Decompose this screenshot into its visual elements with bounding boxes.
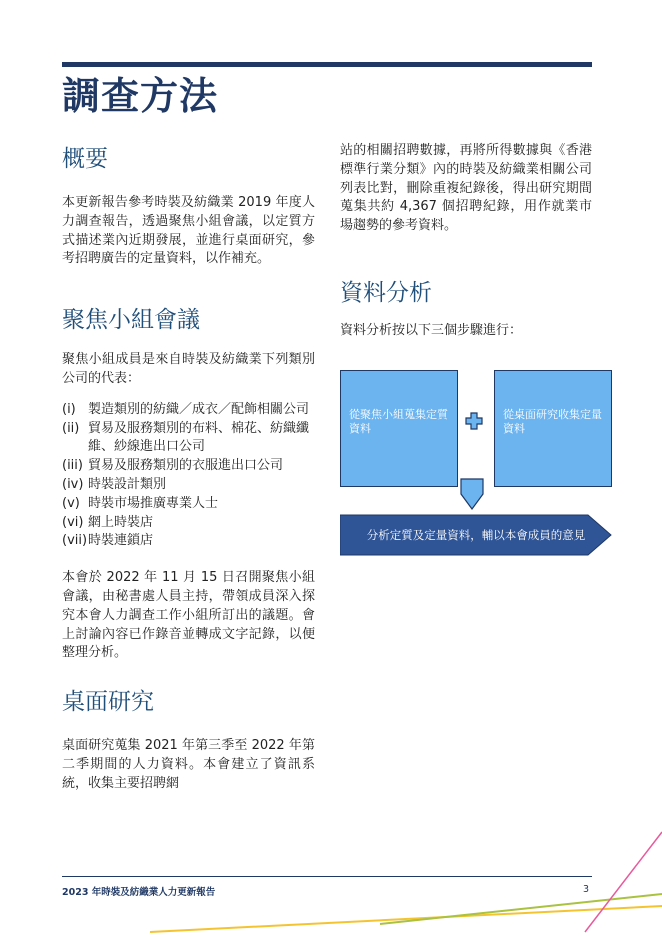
left-column xyxy=(62,142,315,794)
footer-title: 2023 年時裝及紡織業人力更新報告 xyxy=(62,887,216,898)
desk-research-heading: 桌面研究 xyxy=(62,689,154,716)
list-item: (ii) 貿易及服務類別的布料、棉花、紡織纖維、紗線進出口公司 xyxy=(62,420,310,455)
top-rule xyxy=(62,62,592,67)
down-arrow-icon xyxy=(457,478,487,510)
overview-body: 本更新報告參考時裝及紡織業 2019 年度人力調查報告，透過聚焦小組會議，以定質方式描述業內近期發展，並進行桌面研究，參考招聘廣告的定量資料，以作補充。 xyxy=(62,195,315,267)
list-item: (iv) 時裝設計類別 xyxy=(62,476,167,492)
plus-icon xyxy=(465,412,483,430)
focus-group-intro: 聚焦小組成員是來自時裝及紡織業下列類別公司的代表： xyxy=(62,352,315,386)
list-item: (vii) 時裝連鎖店 xyxy=(62,533,154,549)
list-item: (vi) 網上時裝店 xyxy=(62,514,154,530)
list-item: (i) 製造類別的紡織／成衣／配飾相關公司 xyxy=(62,401,310,417)
category-list xyxy=(62,401,315,551)
page-number: 3 xyxy=(583,884,590,895)
desk-research-body-part1: 桌面研究蒐集 2021 年第三季至 2022 年第二季期間的人力資料。本會建立了資訊系統，收集主要招聘網 xyxy=(62,738,315,791)
step-qualitative-box: 從聚焦小組蒐集定質資料 xyxy=(340,370,458,487)
focus-group-closing: 本會於 2022 年 11 月 15 日召開聚焦小組會議，由秘書處人員主持，帶領成員深入探究本會人力調查工作小組所訂出的議題。會上討論內容已作錄音並轉成文字記錄，以便整理分析。 xyxy=(62,570,315,661)
data-analysis-intro: 資料分析按以下三個步驟進行： xyxy=(340,322,523,338)
analysis-banner-label: 分析定質及定量資料，輔以本會成員的意見 xyxy=(366,528,586,542)
data-analysis-heading: 資料分析 xyxy=(340,279,432,306)
right-column xyxy=(340,142,592,341)
desk-research-body-part2: 站的相關招聘數據，再將所得數據與《香港標準行業分類》內的時裝及紡織業相關公司列表比對，刪除重複紀錄後，得出研究期間蒐集共約 4,367 個招聘紀錄，用作就業市場趨勢的參考資料。 xyxy=(340,143,592,234)
list-item: (v) 時裝市場推廣專業人士 xyxy=(62,495,219,511)
analysis-steps-diagram xyxy=(340,370,612,560)
decorative-lines xyxy=(140,828,662,936)
step-quantitative-box: 從桌面研究收集定量資料 xyxy=(494,370,612,487)
list-item: (iii) 貿易及服務類別的衣服進出口公司 xyxy=(62,458,284,474)
overview-heading: 概要 xyxy=(62,146,108,172)
focus-group-heading: 聚焦小組會議 xyxy=(62,307,200,334)
page-title: 調查方法 xyxy=(62,74,219,118)
